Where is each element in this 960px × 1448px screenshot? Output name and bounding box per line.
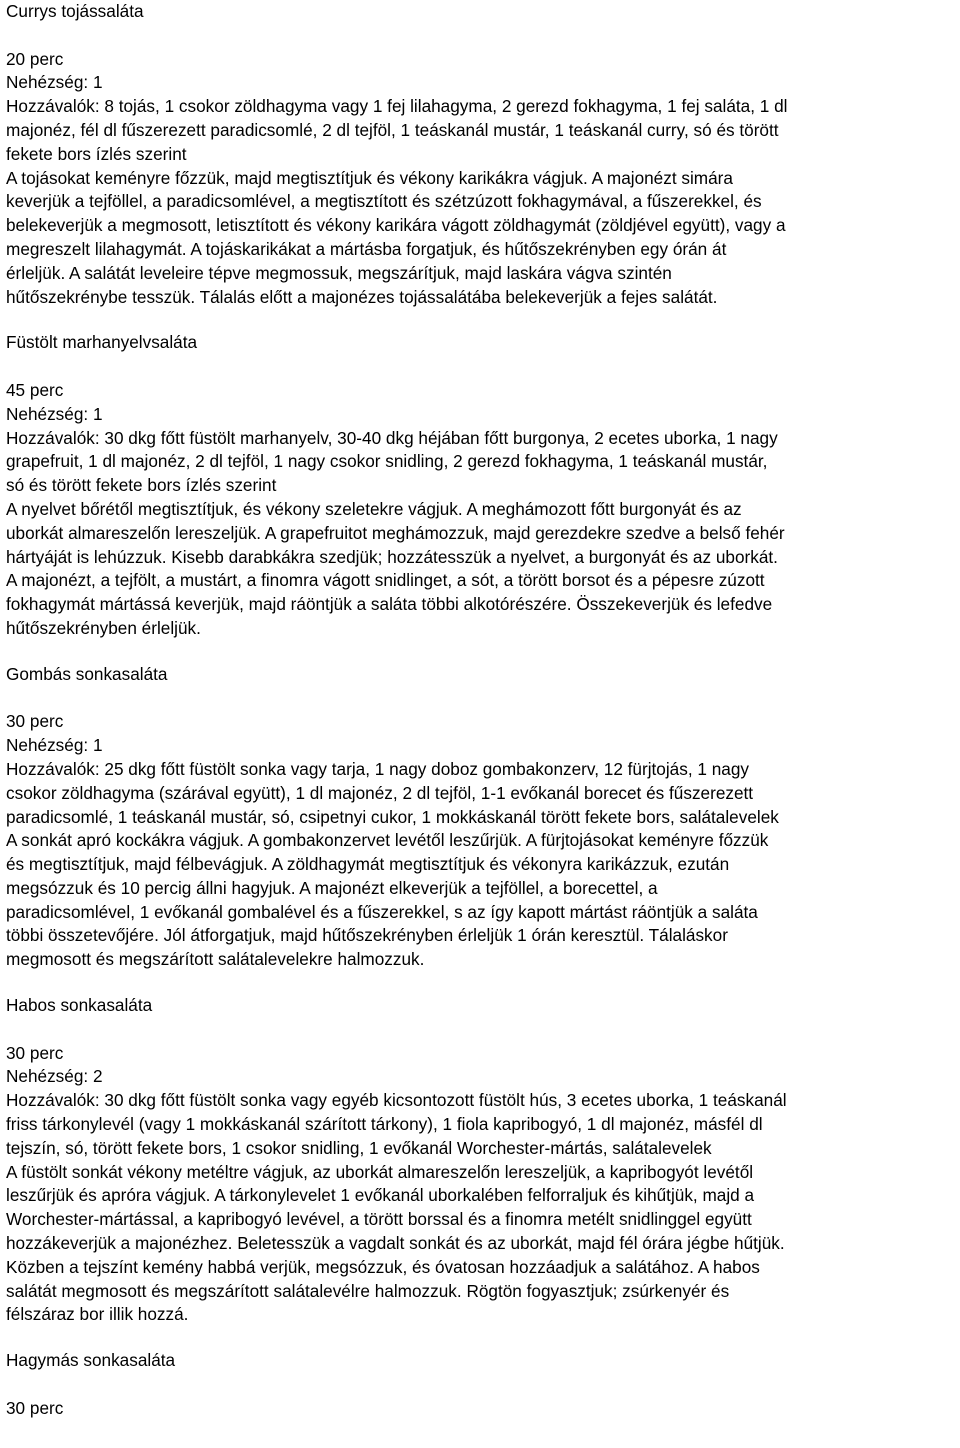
recipe-text-line: keverjük a tejföllel, a paradicsomlével, a megtisztított és szétzúzott fokhagymával, a fűszerekkel, és: [6, 191, 762, 212]
recipe-text-line: Worchester-mártással, a kapribogyó levével, a törött borssal és a finomra metélt snidlinggel együtt: [6, 1209, 752, 1230]
recipe-text-line: A füstölt sonkát vékony metéltre vágjuk, az uborkát almareszelőn lereszeljük, a kapribogyót levétől: [6, 1161, 754, 1182]
recipe-title: Füstölt marhanyelvsaláta: [6, 332, 198, 353]
recipe-text-line: majonéz, fél dl fűszerezett paradicsomlé, 2 dl tejföl, 1 teáskanál mustár, 1 teáskanál curry, só és törött: [6, 119, 779, 140]
recipe-text-line: hűtőszekrényben érleljük.: [6, 617, 201, 638]
recipe-text-line: többi összetevőjére. Jól átforgatjuk, majd hűtőszekrényben érleljük 1 órán keresztül. Tálaláskor: [6, 925, 728, 946]
recipe-time: 30 perc: [6, 1042, 64, 1063]
recipe-text-line: uborkát almareszelőn lereszeljük. A grapefruitot meghámozzuk, majd gerezdekre szedve a belső fehér: [6, 522, 785, 543]
recipe-text-line: Hozzávalók: 30 dkg főtt füstölt sonka vagy egyéb kicsontozott füstölt hús, 3 ecetes uborka, 1 teáskanál: [6, 1090, 787, 1111]
recipe-text-line: megmosott és megszárított salátalevelekre halmozzuk.: [6, 949, 425, 970]
recipe-difficulty: Nehézség: 1: [6, 735, 103, 756]
recipe-difficulty: Nehézség: 1: [6, 403, 103, 424]
recipe-text-line: megreszelt lilahagymát. A tojáskarikákat a mártásba forgatjuk, és hűtőszekrényben egy órán át: [6, 238, 727, 259]
blank-line: [6, 24, 958, 48]
recipe-text-line: tejszín, só, törött fekete bors, 1 csokor snidling, 1 evőkanál Worchester-mártás, salátalevelek: [6, 1137, 712, 1158]
recipe-time: 20 perc: [6, 48, 64, 69]
recipe-time: 45 perc: [6, 379, 64, 400]
recipe-title: Hagymás sonkasaláta: [6, 1350, 176, 1371]
recipe-difficulty: Nehézség: 2: [6, 1066, 103, 1087]
recipe-text-line: Hozzávalók: 8 tojás, 1 csokor zöldhagyma vagy 1 fej lilahagyma, 2 gerezd fokhagyma, 1 fej saláta, 1 dl: [6, 96, 788, 117]
recipe-text-line: félszáraz bor illik hozzá.: [6, 1304, 189, 1325]
blank-line: [6, 1373, 958, 1397]
document-body: [6, 0, 958, 1421]
recipe-text-line: leszűrjük és apróra vágjuk. A tárkonylevelet 1 evőkanál uborkalében felforraljuk és kihűtjük, majd a: [6, 1185, 755, 1206]
recipe-text-line: só és törött fekete bors ízlés szerint: [6, 475, 277, 496]
recipe-text-line: érleljük. A salátát leveleire tépve megmossuk, megszárítjuk, majd laskára vágva szintén: [6, 262, 672, 283]
recipe-time: 30 perc: [6, 711, 64, 732]
recipe-text-line: A sonkát apró kockákra vágjuk. A gombakonzervet levétől leszűrjük. A fürjtojásokat keményre főzzük: [6, 830, 769, 851]
recipe-text-line: paradicsomlé, 1 teáskanál mustár, só, csipetnyi cukor, 1 mokkáskanál törött fekete bors, salátalevelek: [6, 806, 779, 827]
blank-line: [6, 1018, 958, 1042]
recipe-text-line: fekete bors ízlés szerint: [6, 143, 187, 164]
recipe-time: 30 perc: [6, 1397, 64, 1418]
recipe-text-line: grapefruit, 1 dl majonéz, 2 dl tejföl, 1 nagy csokor snidling, 2 gerezd fokhagyma, 1 teáskanál mustár,: [6, 451, 768, 472]
recipe-section: [6, 331, 958, 640]
recipe-text-line: hozzákeverjük a majonézhez. Beletesszük a vagdalt sonkát és az uborkát, majd fél órára jégbe hűtjük.: [6, 1233, 785, 1254]
recipe-title: Gombás sonkasaláta: [6, 663, 168, 684]
recipe-text-line: megsózzuk és 10 percig állni hagyjuk. A majonézt elkeverjük a tejföllel, a borecettel, a: [6, 877, 658, 898]
recipe-text-line: Hozzávalók: 30 dkg főtt füstölt marhanyelv, 30-40 dkg héjában főtt burgonya, 2 ecetes uborka, 1 nagy: [6, 427, 778, 448]
recipe-text-line: és megtisztítjuk, majd félbevágjuk. A zöldhagymát megtisztítjuk és vékonyra karikázzuk, ezután: [6, 854, 730, 875]
recipe-text-line: A majonézt, a tejfölt, a mustárt, a finomra vágott snidlinget, a sót, a törött borsot és a pépesre zúzott: [6, 570, 765, 591]
recipe-text-line: A tojásokat keményre főzzük, majd megtisztítjuk és vékony karikákra vágjuk. A majonézt simára: [6, 167, 733, 188]
blank-line: [6, 355, 958, 379]
recipe-text-line: fokhagymát mártássá keverjük, majd ráöntjük a saláta többi alkotórészére. Összekeverjük és lefedve: [6, 594, 773, 615]
recipe-text-line: friss tárkonylevél (vagy 1 mokkáskanál szárított tárkony), 1 fiola kapribogyó, 1 dl majonéz, másfél dl: [6, 1114, 763, 1135]
recipe-title: Habos sonkasaláta: [6, 995, 153, 1016]
recipe-text-line: salátát megmosott és megszárított salátalevélre halmozzuk. Rögtön fogyasztjuk; zsúrkenyér és: [6, 1280, 730, 1301]
recipe-title: Currys tojássaláta: [6, 1, 144, 21]
recipe-section: [6, 0, 958, 309]
recipe-text-line: Hozzávalók: 25 dkg főtt füstölt sonka vagy tarja, 1 nagy doboz gombakonzerv, 12 fürjtojás, 1 nagy: [6, 758, 749, 779]
recipe-text-line: Közben a tejszínt kemény habbá verjük, megsózzuk, és óvatosan hozzáadjuk a salátához. A habos: [6, 1256, 760, 1277]
recipe-section: [6, 1349, 958, 1420]
blank-line: [6, 687, 958, 711]
recipe-text-line: csokor zöldhagyma (szárával együtt), 1 dl majonéz, 2 dl tejföl, 1-1 evőkanál borecet és fűszerezett: [6, 782, 754, 803]
recipe-difficulty: Nehézség: 1: [6, 72, 103, 93]
recipe-text-line: paradicsomlével, 1 evőkanál gombalével és a fűszerekkel, s az így kapott mártást ráöntjük a saláta: [6, 901, 758, 922]
recipe-section: [6, 994, 958, 1327]
recipe-text-line: hártyáját is lehúzzuk. Kisebb darabkákra szedjük; hozzátesszük a nyelvet, a burgonyát és az uborkát.: [6, 546, 778, 567]
recipe-text-line: belekeverjük a megmosott, letisztított és vékony karikára vágott zöldhagymát (zöldjével együtt), vagy a: [6, 215, 786, 236]
recipe-text-line: hűtőszekrénybe tesszük. Tálalás előtt a majonézes tojássalátába belekeverjük a fejes salátát.: [6, 286, 718, 307]
recipe-section: [6, 663, 958, 972]
recipe-text-line: A nyelvet bőrétől megtisztítjuk, és vékony szeletekre vágjuk. A meghámozott főtt burgonyát és az: [6, 498, 742, 519]
